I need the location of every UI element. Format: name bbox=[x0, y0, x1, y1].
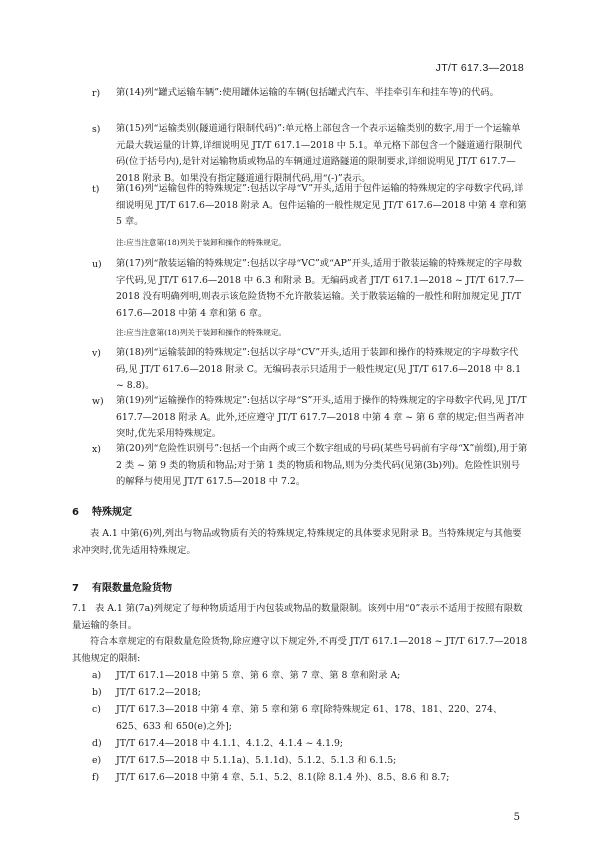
item-text: 第(15)列“运输类别(隧道通行限制代码)”:单元格上部包含一个表示运输类别的数字,用于一个运输单元最大载运量的计算,详细说明见 JT/T 617.1—2018 中 5.1。单元格下部包含一个隧道通行限制代码(位于括号内),是针对运输物质或物品的车辆通过道路隧道的限制要求,详细说明见 JT/T 617.7—2018 附录 B。如果没有指定隧道通行限制代码,用“(-)”表示。 bbox=[116, 123, 522, 184]
list-item bbox=[92, 668, 528, 685]
item-label: r) bbox=[92, 88, 101, 99]
item-label: f) bbox=[92, 772, 100, 783]
item-label: w) bbox=[92, 396, 104, 407]
section-number: 6 bbox=[72, 507, 79, 518]
item-label: b) bbox=[92, 687, 102, 698]
list-item bbox=[92, 702, 528, 736]
section-6-paragraph bbox=[72, 526, 528, 559]
list-item bbox=[92, 685, 528, 702]
item-label: v) bbox=[92, 348, 101, 359]
item-text: 第(17)列“散装运输的特殊规定”:包括以字母“VC”或“AP”开头,适用于散装运输的特殊规定的字母数字代码,见 JT/T 617.6—2018 中 6.3 和附录 B。无编码或者 JT/T 617.1—2018 ~ JT/T 617.7—2018 没有明确列明,则表示该危险货物不允许散装运输。关于散装运输的一般性和附加规定见 JT/T 617.6—2018 中第 4 章和第 6 章。 bbox=[116, 258, 524, 319]
item-text: 第(20)列“危险性识别号”:包括一个由两个或三个数字组成的号码(某些号码前有字母“X”前缀),用于第 2 类 ~ 第 9 类的物质和物品;对于第 1 类的物质和物品,则为分类代码(见第(3b)列)。危险性识别号的解释与使用见 JT/T 617.5—2018 中 7.2。 bbox=[116, 443, 528, 488]
list-item bbox=[92, 736, 528, 753]
item-label: x) bbox=[92, 444, 101, 455]
clause-7-1 bbox=[72, 601, 528, 634]
page-number: 5 bbox=[513, 812, 520, 823]
restriction-list bbox=[92, 668, 528, 787]
item-label: d) bbox=[92, 738, 102, 749]
note: 注:应当注意第(18)列关于装卸和操作的特殊规定。 bbox=[116, 238, 287, 247]
document-code-header: JT/T 617.3—2018 bbox=[435, 62, 524, 74]
item-text: 第(14)列“罐式运输车辆”:使用罐体运输的车辆(包括罐式汽车、半挂牵引车和挂车等)的代码。 bbox=[116, 87, 499, 98]
item-label: c) bbox=[92, 704, 101, 715]
item-text: JT/T 617.2—2018; bbox=[116, 687, 201, 698]
note: 注:应当注意第(18)列关于装卸和操作的特殊规定。 bbox=[116, 328, 287, 337]
item-text: JT/T 617.6—2018 中第 4 章、5.1、5.2、8.1(除 8.1.4 外)、8.5、8.6 和 8.7; bbox=[116, 772, 450, 783]
clause-7-1-paragraph-2 bbox=[72, 634, 528, 667]
item-label: t) bbox=[92, 184, 100, 195]
section-title: 特殊规定 bbox=[92, 507, 132, 518]
list-item bbox=[92, 753, 528, 770]
item-text: JT/T 617.5—2018 中 5.1.1a)、5.1.1d)、5.1.2、5.1.3 和 6.1.5; bbox=[116, 755, 397, 766]
item-text: JT/T 617.3—2018 中第 4 章、第 5 章和第 6 章[除特殊规定 61、178、181、220、274、625、633 和 650(e)之外]; bbox=[116, 704, 503, 732]
item-text: JT/T 617.1—2018 中第 5 章、第 6 章、第 7 章、第 8 章和附录 A; bbox=[116, 670, 401, 681]
item-label: s) bbox=[92, 124, 101, 135]
item-text: JT/T 617.4—2018 中 4.1.1、4.1.2、4.1.4 ~ 4.1.9; bbox=[116, 738, 344, 749]
item-text: 第(16)列“运输包件的特殊规定”:包括以字母“V”开头,适用于包件运输的特殊规定的字母数字代码,详细说明见 JT/T 617.6—2018 附录 A。包件运输的一般性规定见 JT/T 617.6—2018 中第 4 章和第 5 章。 bbox=[116, 183, 527, 228]
item-text: 第(18)列“运输装卸的特殊规定”:包括以字母“CV”开头,适用于装卸和操作的特殊规定的字母数字代码,见 JT/T 617.6—2018 附录 C。无编码表示只适用于一般性规定(见 JT/T 617.6—2018 中 8.1 ~ 8.8)。 bbox=[116, 347, 522, 392]
clause-number: 7.1 bbox=[72, 603, 87, 614]
paragraph-text: 表 A.1 中第(6)列,列出与物品或物质有关的特殊规定,特殊规定的具体要求见附录 B。当特殊规定与其他要求冲突时,优先适用特殊规定。 bbox=[72, 528, 522, 556]
item-label: u) bbox=[92, 259, 102, 270]
item-text: 第(19)列“运输操作的特殊规定”:包括以字母“S”开头,适用于操作的特殊规定的字母数字代码,见 JT/T 617.7—2018 附录 A。此外,还应遵守 JT/T 617.7—2018 中第 4 章 ~ 第 6 章的规定;但当两者冲突时,优先采用特殊规定。 bbox=[116, 395, 527, 440]
item-label: a) bbox=[92, 670, 102, 681]
section-7-heading bbox=[72, 579, 172, 594]
list-item bbox=[92, 770, 528, 787]
clause-text: 表 A.1 第(7a)列规定了每种物质适用于内包装或物品的数量限制。该列中用“0”表示不适用于按照有限数量运输的条目。 bbox=[72, 603, 523, 631]
paragraph-text: 符合本章规定的有限数量危险货物,除应遵守以下规定外,不再受 JT/T 617.1—2018 ~ JT/T 617.7—2018 其他规定的限制: bbox=[72, 636, 528, 664]
section-6-heading bbox=[72, 503, 132, 518]
section-number: 7 bbox=[72, 583, 79, 594]
item-label: e) bbox=[92, 755, 102, 766]
section-title: 有限数量危险货物 bbox=[92, 583, 172, 594]
